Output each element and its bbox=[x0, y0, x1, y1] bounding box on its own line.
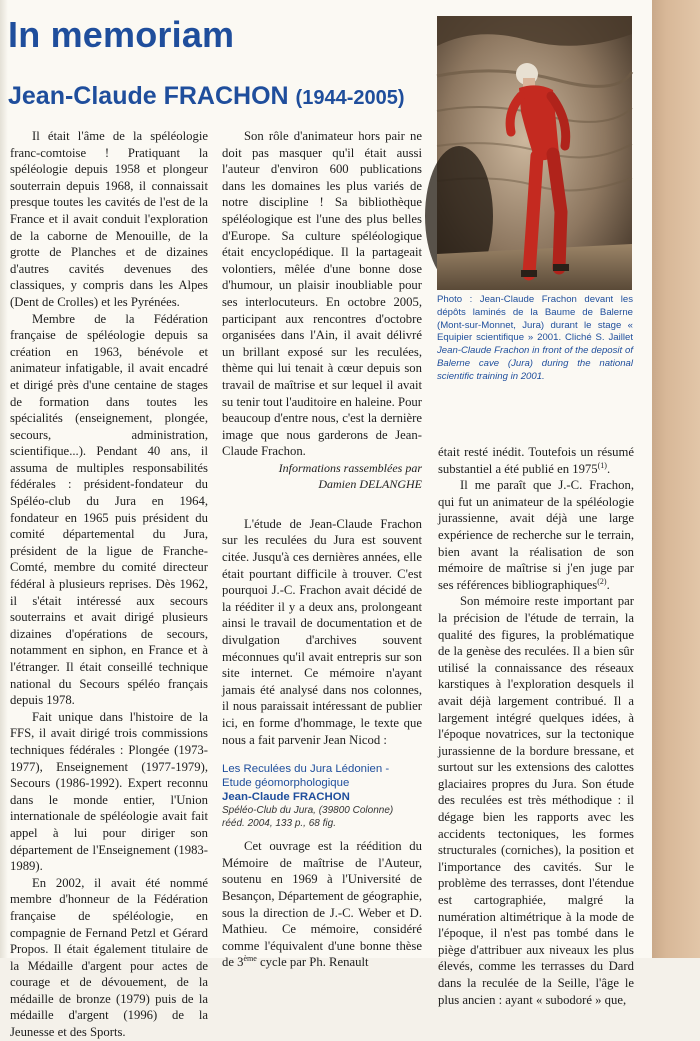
column-1 bbox=[10, 128, 208, 1041]
book-author: Jean-Claude FRACHON bbox=[222, 791, 350, 804]
paragraph bbox=[222, 838, 422, 971]
paragraph-text: cycle par Ph. Renault bbox=[256, 955, 369, 970]
life-years: (1944-2005) bbox=[295, 87, 405, 109]
paragraph-text: était resté inédit. Toutefois un résumé substantiel a été publié en 1975 bbox=[438, 445, 634, 476]
article-title bbox=[8, 82, 405, 111]
page-edge bbox=[652, 0, 700, 958]
paragraph: En 2002, il avait été nommé membre d'honneur de la Fédération française de spéléologie, en compagnie de Fernand Petzl et Gérard Propos. Il était également titulaire de la Médaille d'argent pour actes de courage et de dévouement, de la médaille de bronze (1979) puis de la médaille d'argent (1996) de la Jeunesse et des Sports. bbox=[10, 875, 208, 1040]
paragraph-text: . bbox=[606, 577, 610, 592]
signature-block bbox=[222, 460, 422, 492]
caption-french: Photo : Jean-Claude Frachon devant les dépôts laminés de la Baume de Balerne (Mont-sur-Monnet, Jura) durant le stage « Equipier scientifique » 2001. Cliché S. Jaillet bbox=[437, 294, 633, 344]
signature-author: Damien DELANGHE bbox=[318, 476, 422, 491]
cave-photo bbox=[437, 16, 632, 290]
paragraph: Son rôle d'animateur hors pair ne doit pas masquer qu'il était aussi l'auteur d'environ 600 publications dans les domaines les plus variés de notre discipline ! Sa bibliothèque spéléologique est l'une des plus belles d'Europe. Sa culture spéléologique était encyclopédique. Il la partageait volontiers, mêlée d'une bonne dose d'humour, un plaisir inoubliable pour ses interlocuteurs. En octobre 2005, participant aux rencontres d'octobre organisées dans l'Ain, il avait délivré un brillant exposé sur les reculées, thème qui lui tenait à cœur depuis son travail de maîtrise et sur lequel il avait su tenir tout l'auditoire en haleine. Pour beaucoup d'entre nous, c'est la dernière image que nous garderons de Jean-Claude Frachon. bbox=[222, 129, 422, 459]
person-name: Jean-Claude FRACHON bbox=[8, 82, 289, 110]
column-2 bbox=[222, 128, 422, 971]
column-3 bbox=[438, 444, 634, 1008]
footnote-ref: (2) bbox=[597, 576, 607, 586]
paragraph: Fait unique dans l'histoire de la FFS, il avait dirigé trois commissions techniques fédérales : Plongée (1973-1977), Enseignement (1977-1979), Secours (1986-1992). Expert reconnu dans le monde entier, l'Union internationale de spéléologie avait fait appel à lui pour diriger son département de l'Enseignement (1983-1989). bbox=[10, 709, 208, 874]
book-edition: rééd. 2004, 133 p., 68 fig. bbox=[222, 818, 336, 830]
signature-line: Informations rassemblées par bbox=[278, 460, 422, 475]
paragraph-text: Cet ouvrage est la réédition du Mémoire de maîtrise de l'Auteur, soutenu en 1969 à l'Université de Besançon, Département de géographie, sous la direction de J.-C. Weber et D. Mathieu. Ce mémoire, considéré comme l'équivalent d'une bonne thèse de 3 bbox=[222, 839, 422, 970]
photo-caption bbox=[437, 294, 633, 384]
paragraph: Son mémoire reste important par la précision de l'étude de terrain, la qualité des figures, la problématique de la genèse des reculées. Il a bien sûr utilisé la connaissance des réseaux karstiques à l'exploration desquels il avait déjà largement contribué. Il a largement intégré quelques idées, à l'époque novatrices, sur la tectonique jurassienne de la bordure bressane, et surtout sur les extensions des calottes glaciaires propres du Jura. Son étude des reculées est très méthodique : il dégage bien les rapports avec les accidents tectoniques, les formes structurales (corniches), la position et l'importance des cavités. Sur le problème des terrasses, dont l'étendue est cartographiée, malgré la numération altimétrique à la mode de l'époque, il n'est pas tombé dans le piège d'attribuer aux niveaux les plus élevés, comme les terrasses du Dard dans la reculée de la Seille, l'âge le plus ancien : ayant « subodoré » que, bbox=[438, 594, 634, 1007]
paragraph-text: Il me paraît que J.-C. Frachon, qui fut un animateur de la spéléologie jurassienne, avait déjà une large expérience de recherche sur le terrain, bien avant la réalisation de son mémoire de maîtrise si j'en juge par ses références bibliographiques bbox=[438, 478, 634, 592]
paragraph bbox=[438, 477, 634, 593]
paragraph: Il était l'âme de la spéléologie franc-comtoise ! Pratiquant la spéléologie depuis 1958 et plongeur souterrain depuis 1968, il connaissait presque toutes les cavités de l'est de la France et il avait conduit l'exploration de la caborne de Menouille, de la grotte de Planches et de dizaines d'autres cavités devenues des classiques, y compris dans les Alpes (Dent de Crolles) et les Pyrénées. bbox=[10, 129, 208, 309]
book-title: Les Reculées du Jura Lédonien - Etude géomorphologique bbox=[222, 763, 390, 790]
cave-photo-image bbox=[437, 16, 632, 290]
footnote-ref: (1) bbox=[597, 460, 607, 470]
page-gutter bbox=[0, 0, 8, 958]
book-reference bbox=[222, 762, 422, 830]
paragraph bbox=[438, 444, 634, 477]
paragraph: L'étude de Jean-Claude Frachon sur les reculées du Jura est souvent citée. Jusqu'à ces dernières années, elle était pourtant difficile à trouver. C'est pourquoi J.-C. Frachon avait décidé de la rééditer il y a deux ans, prolongeant ainsi le travail de documentation et de divulgation d'archives souvent méconnues qu'il avait entrepris sur son site internet. Ce mémoire n'ayant jamais été analysé dans nos colonnes, il nous paraissait intéressant de publier ici, en forme d'hommage, le texte que nous a fait parvenir Jean Nicod : bbox=[222, 516, 422, 747]
paragraph-text: . bbox=[606, 461, 611, 476]
caption-english: Jean-Claude Frachon in front of the deposit of Balerne cave (Jura) during the national scientific training in 2001. bbox=[437, 345, 633, 382]
superscript: ème bbox=[243, 954, 257, 964]
section-title: In memoriam bbox=[8, 14, 235, 55]
paragraph: Membre de la Fédération française de spéléologie depuis sa création en 1963, bénévole et animateur infatigable, il avait encadré et dirigé près d'une centaine de stages de formation dans toutes les spécialités (enseignement, plongée, secours, administration, scientifique...). Pendant 40 ans, il assuma de multiples responsabilités fédérales : président-fondateur du Spéléo-club du Jura en 1964, fondateur en 1965 puis président du comité départemental du Jura, président de la ligue de Franche-Comté, membre du comité directeur fédéral à plusieurs reprises. Dès 1962, il s'était intéressé aux secours souterrains et avait dirigé plusieurs dizaines d'opérations de secours, notamment en siphon, en France et à l'étranger. Il était conseillé technique national du Secours spéléo français depuis 1978. bbox=[10, 311, 208, 708]
book-publisher: Spéléo-Club du Jura, (39800 Colonne) bbox=[222, 805, 394, 817]
